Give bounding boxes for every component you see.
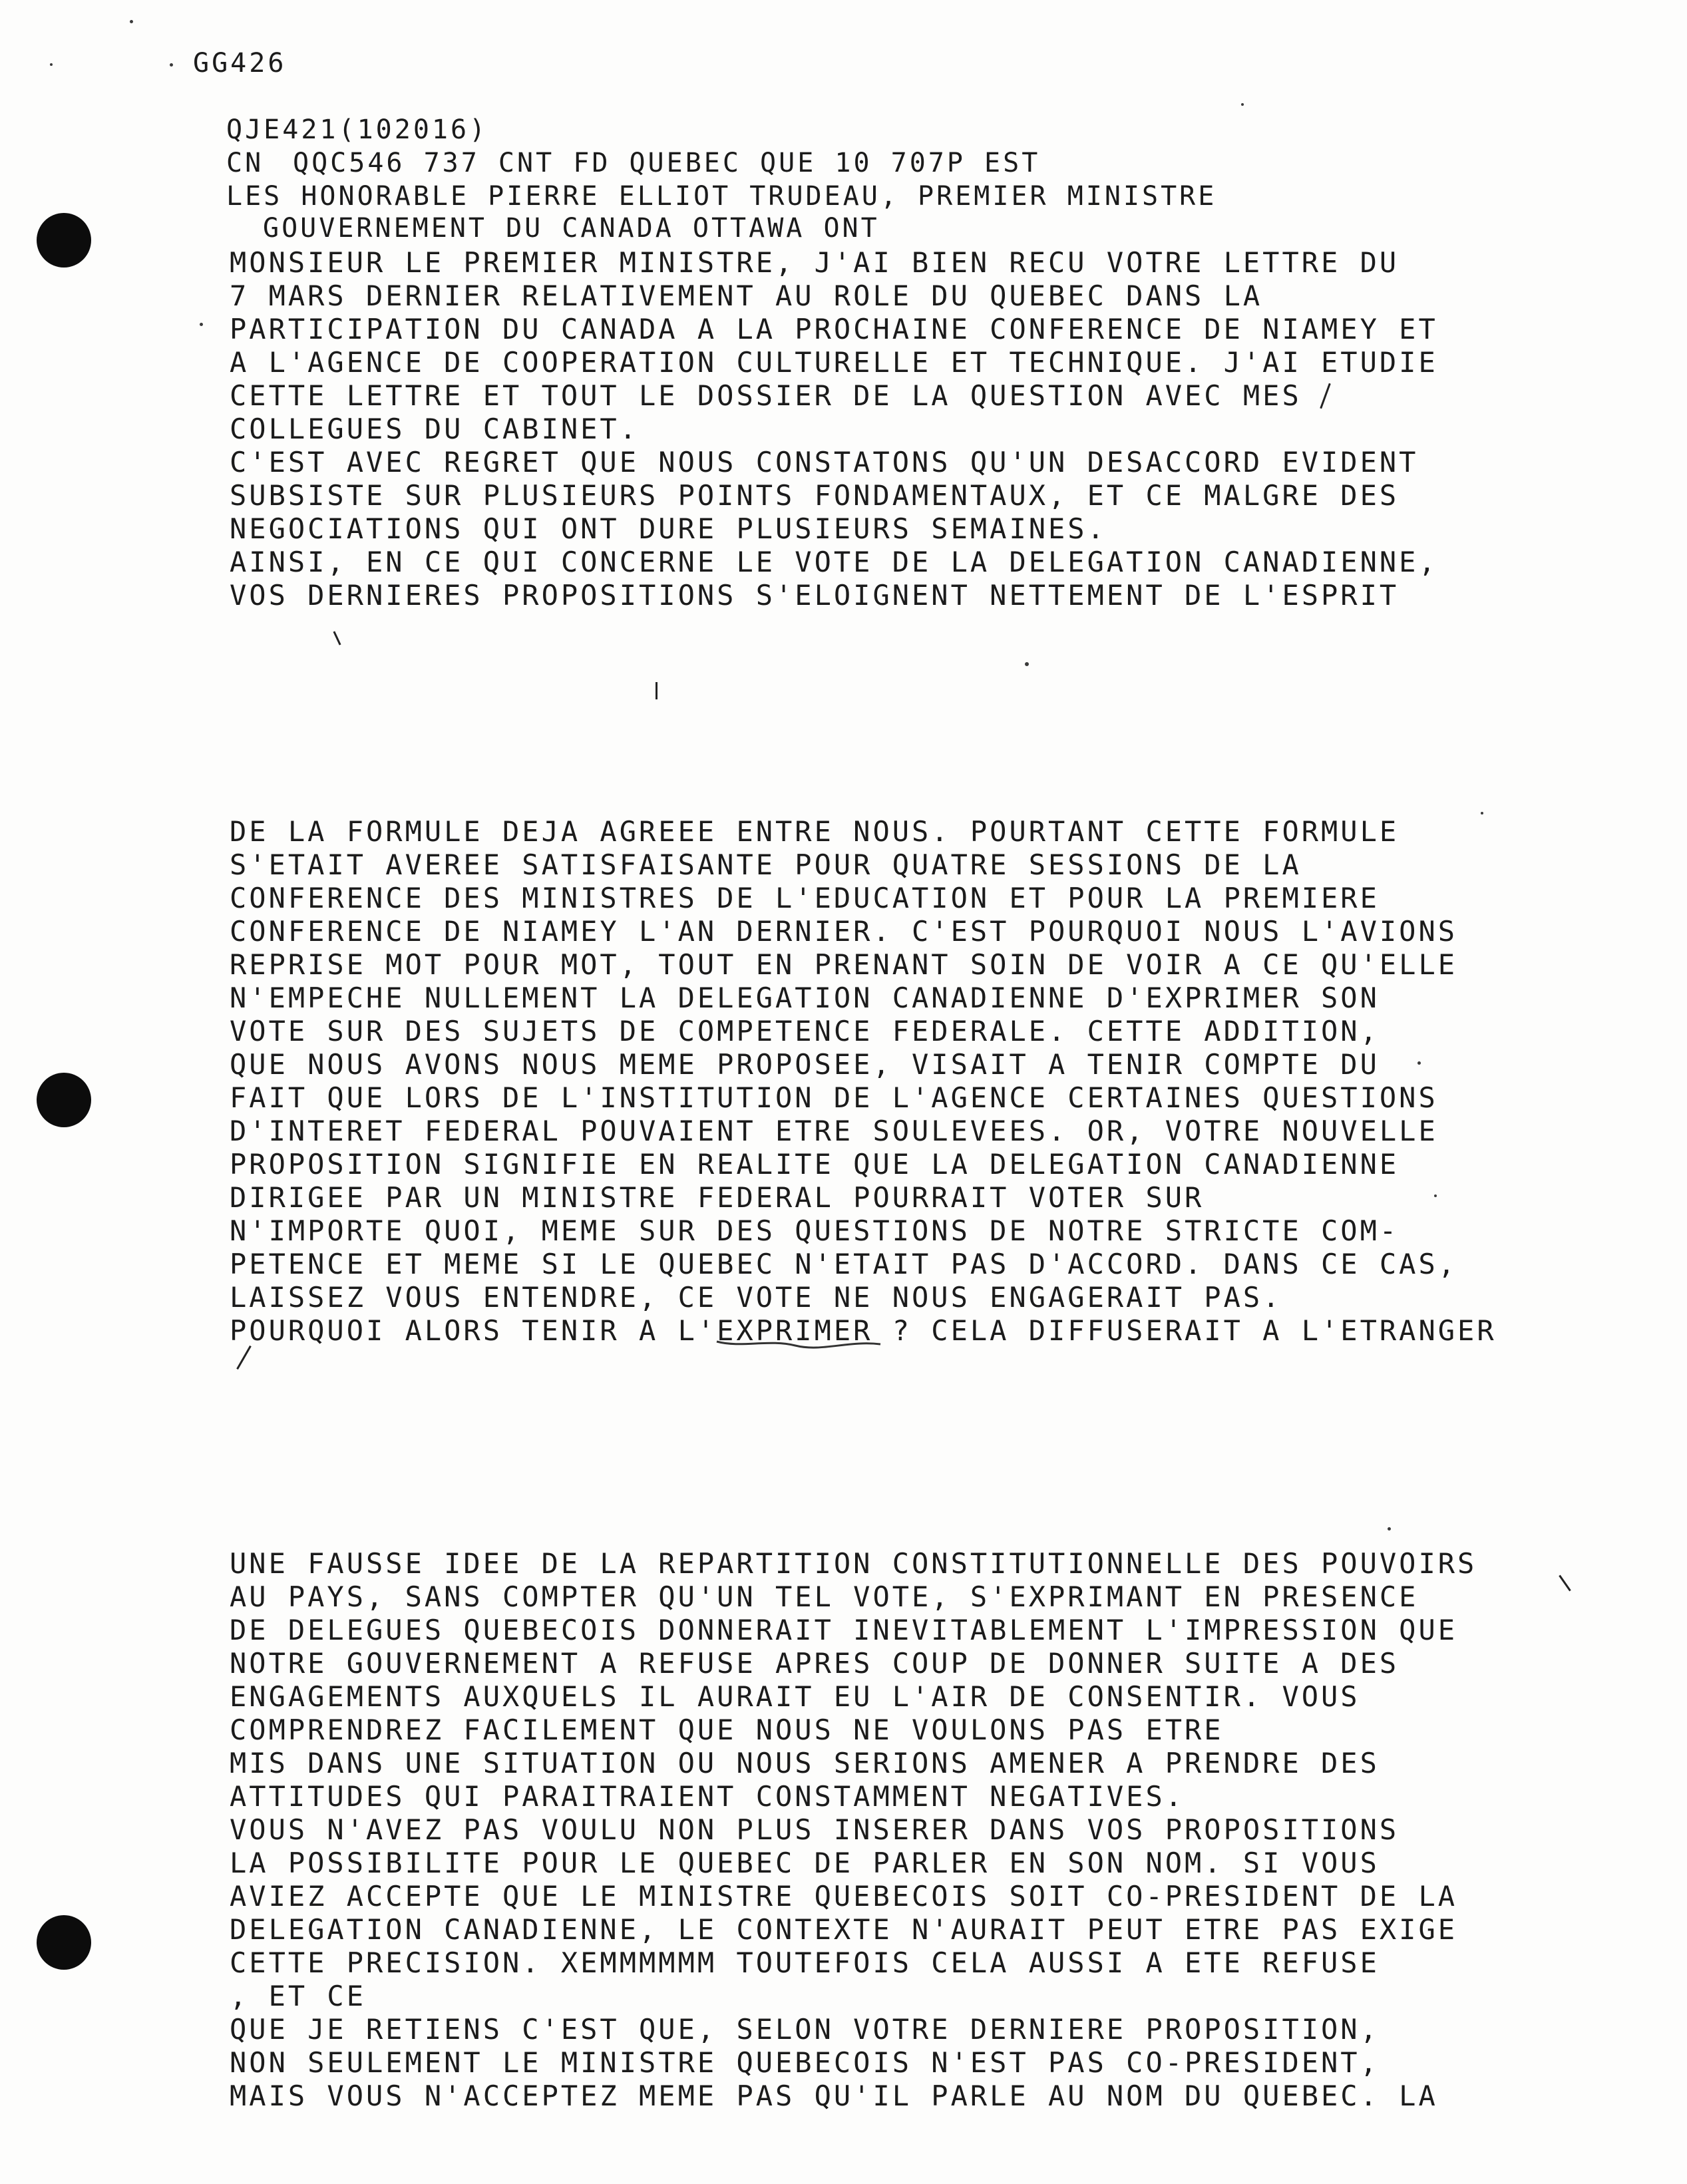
scan-speck [170,63,173,67]
body-line: DELEGATION CANADIENNE, LE CONTEXTE N'AURAIT PEUT ETRE PAS EXIGE [230,1913,1458,1946]
body-line: UNE FAUSSE IDEE DE LA REPARTITION CONSTITUTIONNELLE DES POUVOIRS [230,1547,1477,1580]
body-line: C'EST AVEC REGRET QUE NOUS CONSTATONS QU'UN DESACCORD EVIDENT [230,446,1419,478]
scan-speck [1025,662,1029,666]
scan-speck [1434,1194,1437,1197]
body-line: VOS DERNIERES PROPOSITIONS S'ELOIGNENT NETTEMENT DE L'ESPRIT [230,579,1400,612]
pen-mark [656,682,657,699]
telex-reference: QJE421(102016) [226,114,488,145]
scan-speck [50,63,53,66]
underline-squiggle [715,1336,882,1351]
body-line: PARTICIPATION DU CANADA A LA PROCHAINE CONFERENCE DE NIAMEY ET [230,313,1438,345]
body-line: QUE NOUS AVONS NOUS MEME PROPOSEE, VISAIT A TENIR COMPTE DU [230,1048,1380,1081]
pen-mark [333,631,341,645]
body-line: S'ETAIT AVEREE SATISFAISANTE POUR QUATRE SESSIONS DE LA [230,848,1302,881]
punch-hole-top [37,213,91,268]
body-line: N'IMPORTE QUOI, MEME SUR DES QUESTIONS DE NOTRE STRICTE COM- [230,1214,1400,1247]
scan-speck [200,323,203,326]
body-line: DE LA FORMULE DEJA AGREEE ENTRE NOUS. POURTANT CETTE FORMULE [230,815,1400,848]
scan-speck [130,20,133,23]
body-line: ATTITUDES QUI PARAITRAIENT CONSTAMMENT NEGATIVES. [230,1780,1185,1813]
body-line: COLLEGUES DU CABINET. [230,413,640,445]
pen-mark [1320,383,1331,409]
body-line: AVIEZ ACCEPTE QUE LE MINISTRE QUEBECOIS SOIT CO-PRESIDENT DE LA [230,1880,1458,1912]
punch-hole-middle [37,1073,91,1127]
body-line: LAISSEZ VOUS ENTENDRE, CE VOTE NE NOUS ENGAGERAIT PAS. [230,1281,1282,1314]
body-line: NOTRE GOUVERNEMENT A REFUSE APRES COUP DE DONNER SUITE A DES [230,1647,1400,1680]
body-line: AU PAYS, SANS COMPTER QU'UN TEL VOTE, S'EXPRIMANT EN PRESENCE [230,1580,1419,1613]
body-line: CONFERENCE DES MINISTRES DE L'EDUCATION ET POUR LA PREMIERE [230,882,1380,914]
body-line: A L'AGENCE DE COOPERATION CULTURELLE ET TECHNIQUE. J'AI ETUDIE [230,346,1438,379]
body-line: COMPRENDREZ FACILEMENT QUE NOUS NE VOULONS PAS ETRE [230,1714,1224,1746]
scan-speck [1388,1527,1391,1531]
body-line: VOTE SUR DES SUJETS DE COMPETENCE FEDERALE. CETTE ADDITION, [230,1015,1380,1047]
addressee-line-1: LES HONORABLE PIERRE ELLIOT TRUDEAU, PREMIER MINISTRE [226,181,1217,212]
body-line: ENGAGEMENTS AUXQUELS IL AURAIT EU L'AIR DE CONSENTIR. VOUS [230,1680,1360,1713]
body-line: CONFERENCE DE NIAMEY L'AN DERNIER. C'EST POURQUOI NOUS L'AVIONS [230,915,1458,948]
body-line: QUE JE RETIENS C'EST QUE, SELON VOTRE DERNIERE PROPOSITION, [230,2013,1380,2046]
body-line: CETTE LETTRE ET TOUT LE DOSSIER DE LA QUESTION AVEC MES [230,379,1302,412]
scan-speck [1417,1061,1421,1065]
body-line: SUBSISTE SUR PLUSIEURS POINTS FONDAMENTAUX, ET CE MALGRE DES [230,479,1400,512]
punch-hole-bottom [37,1915,91,1970]
body-line: MIS DANS UNE SITUATION OU NOUS SERIONS AMENER A PRENDRE DES [230,1747,1380,1779]
body-line: DIRIGEE PAR UN MINISTRE FEDERAL POURRAIT VOTER SUR [230,1181,1205,1214]
body-line: 7 MARS DERNIER RELATIVEMENT AU ROLE DU QUEBEC DANS LA [230,279,1263,312]
body-line: POURQUOI ALORS TENIR A L'EXPRIMER ? CELA DIFFUSERAIT A L'ETRANGER [230,1314,1497,1347]
body-line: PETENCE ET MEME SI LE QUEBEC N'ETAIT PAS D'ACCORD. DANS CE CAS, [230,1248,1458,1280]
body-line: LA POSSIBILITE POUR LE QUEBEC DE PARLER EN SON NOM. SI VOUS [230,1847,1380,1879]
body-line: REPRISE MOT POUR MOT, TOUT EN PRENANT SOIN DE VOIR A CE QU'ELLE [230,948,1458,981]
body-line: CETTE PRECISION. XEMMMMMM TOUTEFOIS CELA AUSSI A ETE REFUSE [230,1946,1380,1979]
telex-id: GG426 [193,48,287,79]
body-line: NEGOCIATIONS QUI ONT DURE PLUSIEURS SEMAINES. [230,512,1107,545]
body-line: D'INTERET FEDERAL POUVAIENT ETRE SOULEVEES. OR, VOTRE NOUVELLE [230,1115,1438,1147]
telex-routing: QQC546 737 CNT FD QUEBEC QUE 10 707P EST [293,148,1041,178]
body-line: PROPOSITION SIGNIFIE EN REALITE QUE LA DELEGATION CANADIENNE [230,1148,1400,1181]
body-line: , ET CE [230,1980,367,2012]
addressee-line-2: GOUVERNEMENT DU CANADA OTTAWA ONT [263,213,880,244]
body-line: DE DELEGUES QUEBECOIS DONNERAIT INEVITABLEMENT L'IMPRESSION QUE [230,1614,1458,1646]
scan-speck [1481,812,1483,815]
routing-prefix: CN [226,148,264,178]
pen-mark [1559,1575,1571,1592]
body-line: NON SEULEMENT LE MINISTRE QUEBECOIS N'EST PAS CO-PRESIDENT, [230,2046,1380,2079]
pen-mark [236,1346,252,1369]
body-line: MAIS VOUS N'ACCEPTEZ MEME PAS QU'IL PARLE AU NOM DU QUEBEC. LA [230,2080,1438,2112]
body-line: FAIT QUE LORS DE L'INSTITUTION DE L'AGENCE CERTAINES QUESTIONS [230,1081,1438,1114]
body-line: AINSI, EN CE QUI CONCERNE LE VOTE DE LA DELEGATION CANADIENNE, [230,546,1438,578]
body-line: MONSIEUR LE PREMIER MINISTRE, J'AI BIEN RECU VOTRE LETTRE DU [230,246,1400,279]
body-line: VOUS N'AVEZ PAS VOULU NON PLUS INSERER DANS VOS PROPOSITIONS [230,1813,1400,1846]
body-line: N'EMPECHE NULLEMENT LA DELEGATION CANADIENNE D'EXPRIMER SON [230,982,1380,1014]
scan-speck [1241,103,1244,106]
